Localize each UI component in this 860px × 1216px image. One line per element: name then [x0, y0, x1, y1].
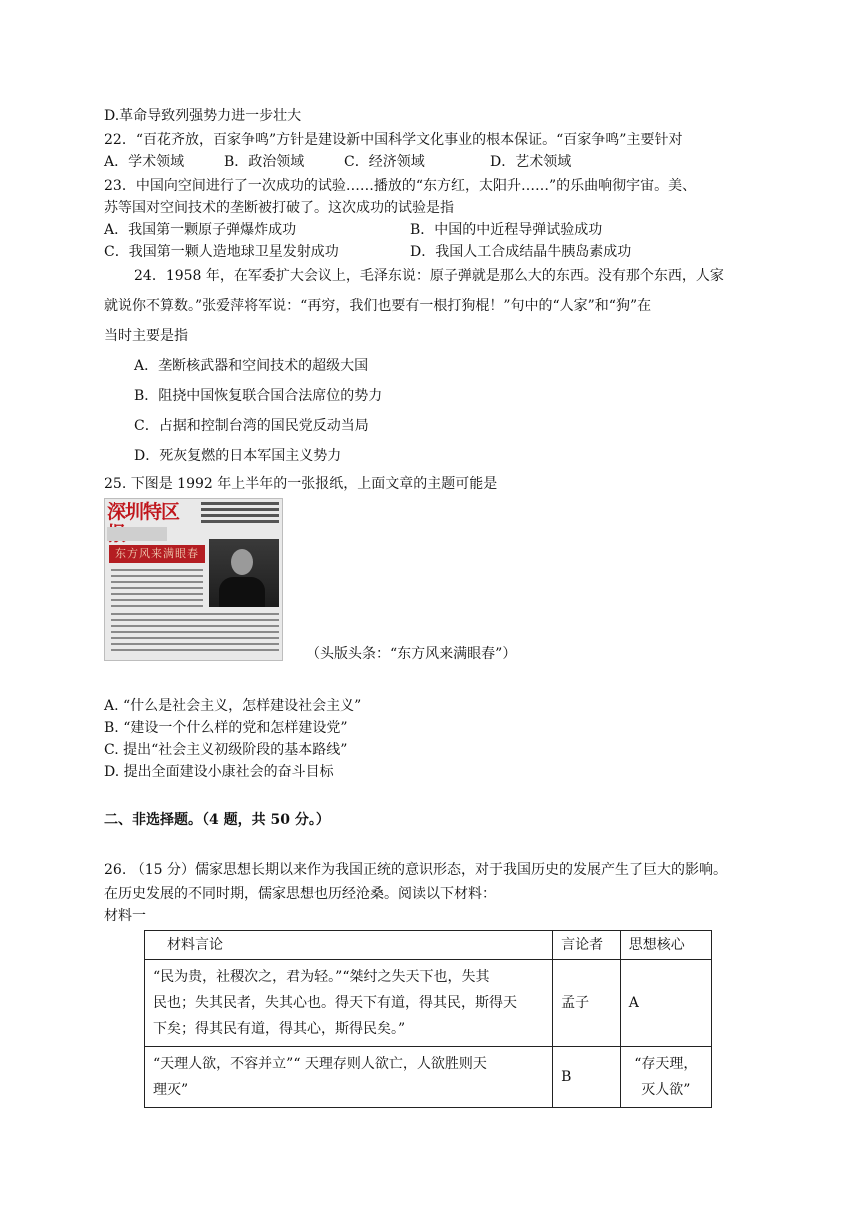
- q26-stem-line1: 26. （15 分）儒家思想长期以来作为我国正统的意识形态，对于我国历史的发展产生了巨大的影响。: [104, 862, 727, 878]
- table-row: [145, 1047, 712, 1108]
- table-cell-quote: [145, 1047, 553, 1108]
- newspaper-masthead: 深圳特区: [107, 501, 180, 523]
- table-cell-core: [620, 1047, 711, 1108]
- newspaper-photo: [209, 539, 279, 607]
- q24-option-d: D．死灰复燃的日本军国主义势力: [134, 448, 342, 464]
- q24-stem-line3: 当时主要是指: [104, 328, 188, 344]
- table-header-cell: 材料言论: [145, 931, 553, 960]
- q25-option-b: B. “建设一个什么样的党和怎样建设党”: [104, 720, 348, 736]
- q24-stem-line2: 就说你不算数。”张爱萍将军说：“再穷，我们也要有一根打狗棍！”句中的“人家”和“狗”在: [104, 298, 652, 314]
- newspaper-header-text: [201, 502, 279, 526]
- table-cell-speaker: 孟子: [553, 960, 621, 1047]
- table-header-row: [145, 931, 712, 960]
- newspaper-headline-banner: 东方风来满眼春: [109, 545, 205, 563]
- table-header-cell: 言论者: [553, 931, 621, 960]
- core-line: 灭人欲”: [641, 1082, 691, 1098]
- section-heading: 二、非选择题。（4 题，共 50 分。）: [104, 812, 330, 828]
- table-cell-core: A: [620, 960, 711, 1047]
- q25-option-d: D. 提出全面建设小康社会的奋斗目标: [104, 764, 334, 780]
- q24-stem-line1: 24．1958 年，在军委扩大会议上，毛泽东说：原子弹就是那么大的东西。没有那个东西，人家: [134, 268, 724, 284]
- q22-option-b: B．政治领域: [224, 154, 305, 170]
- q22-option-c: C．经济领域: [344, 154, 425, 170]
- table-cell-quote: [145, 960, 553, 1047]
- q26-stem-line2: 在历史发展的不同时期，儒家思想也历经沧桑。阅读以下材料：: [104, 886, 496, 902]
- q25-option-c: C. 提出“社会主义初级阶段的基本路线”: [104, 742, 348, 758]
- table-row: [145, 960, 712, 1047]
- q23-stem-line1: 23．中国向空间进行了一次成功的试验……播放的“东方红，太阳升……”的乐曲响彻宇宙。美、: [104, 178, 697, 194]
- quote-line: 理灭”: [153, 1082, 189, 1098]
- q23-option-b: B．中国的中近程导弹试验成功: [410, 222, 603, 238]
- core-line: “存天理，: [634, 1056, 698, 1072]
- q24-option-a: A．垄断核武器和空间技术的超级大国: [134, 358, 369, 374]
- table-cell-speaker: B: [553, 1047, 621, 1108]
- q22-option-d: D．艺术领域: [490, 154, 572, 170]
- material-label: 材料一: [104, 908, 146, 924]
- q24-option-b: B．阻挠中国恢复联合国合法席位的势力: [134, 388, 383, 404]
- newspaper-image: [104, 498, 283, 661]
- q24-option-c: C．占据和控制台湾的国民党反动当局: [134, 418, 369, 434]
- newspaper-date-box: [107, 527, 167, 541]
- table-header-cell: 思想核心: [620, 931, 711, 960]
- q23-option-d: D．我国人工合成结晶牛胰岛素成功: [410, 244, 632, 260]
- q21-option-d: D.革命导致列强势力进一步壮大: [104, 108, 302, 124]
- q22-stem: 22．“百花齐放，百家争鸣”方针是建设新中国科学文化事业的根本保证。“百家争鸣”主要针对: [104, 132, 683, 148]
- q23-stem-line2: 苏等国对空间技术的垄断被打破了。这次成功的试验是指: [104, 200, 454, 216]
- q25-option-a: A. “什么是社会主义，怎样建设社会主义”: [104, 698, 362, 714]
- quote-line: “天理人欲，不容并立”“ 天理存则人欲亡，人欲胜则天: [153, 1056, 487, 1072]
- q25-stem: 25. 下图是 1992 年上半年的一张报纸，上面文章的主题可能是: [104, 476, 498, 492]
- q22-option-a: A．学术领域: [104, 154, 185, 170]
- quote-line: 下矣；得其民有道，得其心，斯得民矣。”: [153, 1021, 406, 1037]
- quote-line: “民为贵，社稷次之，君为轻。”“桀纣之失天下也，失其: [153, 969, 490, 985]
- material-table: [144, 930, 712, 1108]
- q23-option-a: A．我国第一颗原子弹爆炸成功: [104, 222, 297, 238]
- newspaper-caption: （头版头条：“东方风来满眼春”）: [306, 646, 517, 662]
- q23-option-c: C．我国第一颗人造地球卫星发射成功: [104, 244, 339, 260]
- quote-line: 民也；失其民者，失其心也。得天下有道，得其民，斯得天: [153, 995, 517, 1011]
